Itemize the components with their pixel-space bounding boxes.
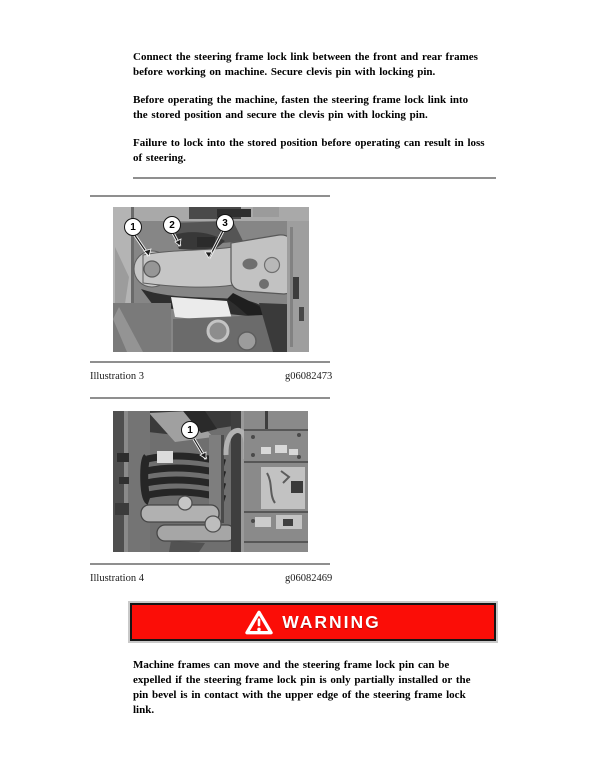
- paragraph-line: Machine frames can move and the steering frame lock pin can be: [133, 659, 450, 671]
- section-divider: [133, 177, 496, 179]
- caption-top-rule: [90, 563, 330, 565]
- illustration-4-photo: [113, 411, 308, 552]
- illustration-top-rule: [90, 195, 330, 197]
- intro-paragraph-2: [133, 93, 505, 123]
- warning-banner-label: WARNING: [282, 611, 381, 632]
- illustration-code: g06082469: [285, 573, 333, 584]
- illustration-label: Illustration 4: [90, 573, 144, 584]
- callout-1: 1: [124, 218, 142, 236]
- callout-1: 1: [181, 421, 199, 439]
- caption-top-rule: [90, 361, 330, 363]
- intro-paragraph-1: [133, 50, 505, 80]
- paragraph-line: of steering.: [133, 152, 186, 164]
- paragraph-line: the stored position and secure the clevis pin with locking pin.: [133, 109, 428, 121]
- illustration-label: Illustration 3: [90, 371, 144, 382]
- paragraph-line: link.: [133, 704, 155, 716]
- paragraph-line: before working on machine. Secure clevis pin with locking pin.: [133, 66, 436, 78]
- paragraph-line: Connect the steering frame lock link between the front and rear frames: [133, 51, 478, 63]
- illustration-3-caption: [90, 371, 350, 387]
- warning-banner: [130, 603, 496, 641]
- steering-frame-lock-link-image: [113, 207, 309, 352]
- illustration-code: g06082473: [285, 371, 333, 382]
- illustration-3-photo: [113, 207, 309, 352]
- callout-2: 2: [163, 216, 181, 234]
- caption-bottom-rule: [90, 397, 330, 399]
- paragraph-line: expelled if the steering frame lock pin is only partially installed or the: [133, 674, 471, 686]
- paragraph-line: Before operating the machine, fasten the steering frame lock link into: [133, 94, 469, 106]
- warning-paragraph: [133, 658, 505, 718]
- intro-paragraph-3: [133, 136, 505, 166]
- stored-position-image: [113, 411, 308, 552]
- illustration-4-caption: [90, 573, 350, 589]
- warning-triangle-icon: [245, 610, 273, 635]
- callout-3: 3: [216, 214, 234, 232]
- paragraph-line: pin bevel is in contact with the upper edge of the steering frame lock: [133, 689, 466, 701]
- paragraph-line: Failure to lock into the stored position before operating can result in loss: [133, 137, 485, 149]
